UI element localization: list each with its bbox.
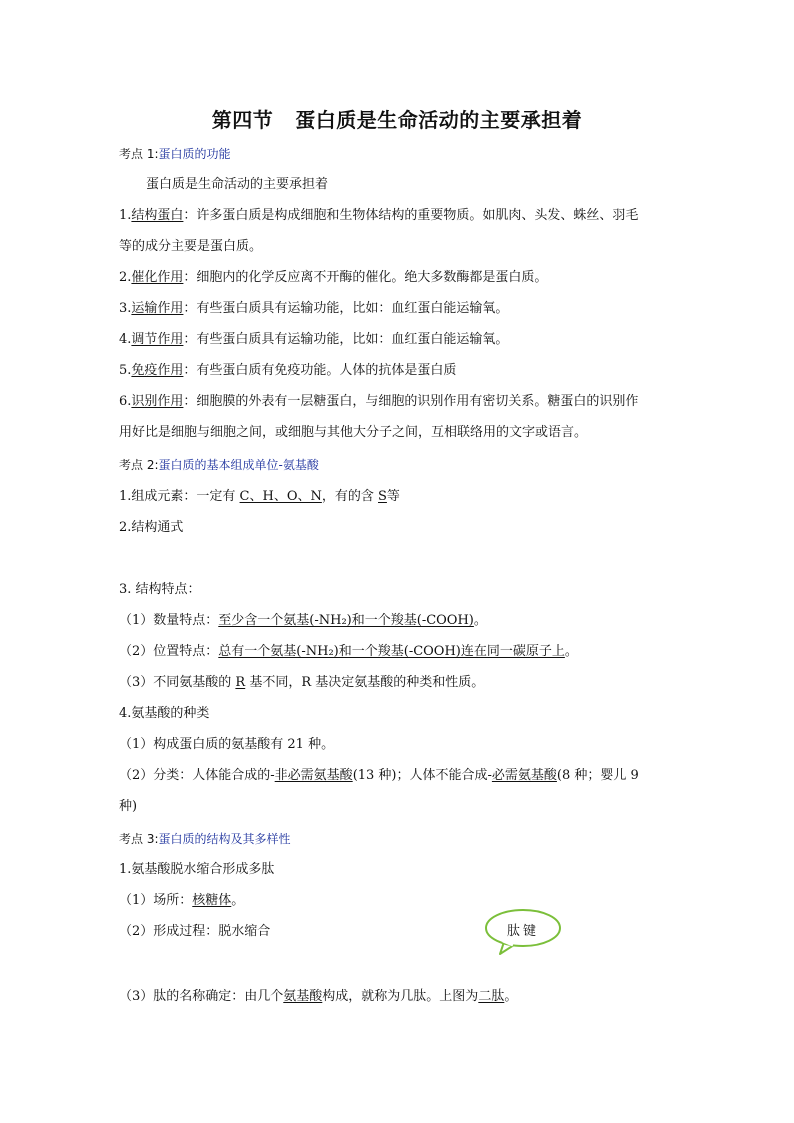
item-number: 6. — [119, 394, 132, 409]
item-number: 4. — [119, 332, 132, 347]
text-segment: 基不同，R 基决定氨基酸的种类和性质。 — [245, 675, 485, 690]
structure-features-heading: 3. 结构特点： — [119, 582, 201, 597]
text-segment: 。 — [231, 893, 245, 908]
peptide-naming — [119, 988, 517, 1006]
types-classification-cont: 种) — [119, 799, 138, 814]
text-segment: 1.组成元素：一定有 — [119, 489, 240, 504]
key-point-2 — [119, 456, 319, 474]
feature-r-group — [119, 674, 484, 692]
function-6-cont: 用好比是细胞与细胞之间，或细胞与其他大分子之间，互相联络用的文字或语言。 — [119, 425, 588, 440]
function-1-cont: 等的成分主要是蛋白质。 — [119, 239, 263, 254]
intro-line: 蛋白质是生命活动的主要承担着 — [146, 177, 329, 192]
function-term: 识别作用 — [131, 394, 184, 409]
dehydration-process: （2）形成过程：脱水缩合 — [119, 924, 271, 939]
function-4 — [119, 331, 508, 349]
underlined-text: 非必需氨基酸 — [274, 768, 353, 783]
text-segment: ，有的含 — [321, 489, 379, 504]
key-point-label: 考点 1: — [119, 147, 159, 161]
key-point-topic: 蛋白质的基本组成单位-氨基酸 — [158, 458, 319, 472]
function-term: 结构蛋白 — [131, 208, 184, 223]
key-point-label: 考点 2: — [119, 458, 159, 472]
item-number: 5. — [119, 363, 132, 378]
element-list: C、H、O、N — [239, 489, 322, 504]
text-segment: （3）肽的名称确定：由几个 — [119, 989, 284, 1004]
elements-line — [119, 488, 400, 506]
function-text: ：许多蛋白质是构成细胞和生物体结构的重要物质。如肌肉、头发、蛛丝、羽毛 — [183, 208, 639, 223]
function-1 — [119, 207, 638, 225]
section-number: 第四节 — [211, 108, 274, 132]
text-segment: （2）位置特点： — [119, 644, 219, 659]
function-2 — [119, 269, 547, 287]
key-point-3 — [119, 830, 291, 848]
feature-quantity — [119, 612, 487, 630]
underlined-text: 总有一个氨基(-NH₂)和一个羧基(-COOH)连在同一碳原子上 — [218, 644, 565, 659]
text-segment: （2）分类：人体能合成的- — [119, 768, 275, 783]
text-segment: 构成，就称为几肽。上图为 — [322, 989, 479, 1004]
key-point-topic: 蛋白质的功能 — [158, 147, 231, 161]
section-heading: 蛋白质是生命活动的主要承担着 — [295, 108, 583, 132]
underlined-text: 至少含一个氨基(-NH₂)和一个羧基(-COOH) — [218, 613, 474, 628]
function-text: ：细胞膜的外表有一层糖蛋白，与细胞的识别作用有密切关系。糖蛋白的识别作 — [183, 394, 639, 409]
section-title — [0, 104, 794, 133]
amino-acid-types-heading: 4.氨基酸的种类 — [119, 706, 210, 721]
text-segment: （1）场所： — [119, 893, 193, 908]
function-text: ：有些蛋白质具有运输功能，比如：血红蛋白能运输氧。 — [183, 301, 509, 316]
feature-position — [119, 643, 578, 661]
text-segment: （1）数量特点： — [119, 613, 219, 628]
underlined-text: 必需氨基酸 — [491, 768, 557, 783]
peptide-bond-callout — [484, 908, 562, 950]
function-term: 免疫作用 — [131, 363, 184, 378]
text-segment: 。 — [473, 613, 487, 628]
callout-text: 肽键 — [506, 924, 539, 939]
underlined-text: 氨基酸 — [283, 989, 323, 1004]
function-3 — [119, 300, 508, 318]
underlined-text: R — [235, 675, 246, 690]
text-segment: (13 种)；人体不能合成- — [352, 768, 492, 783]
text-segment: 等 — [386, 489, 400, 504]
function-term: 调节作用 — [131, 332, 184, 347]
element-s: S — [378, 489, 387, 504]
general-formula-heading: 2.结构通式 — [119, 520, 184, 535]
text-segment: 。 — [504, 989, 518, 1004]
key-point-label: 考点 3: — [119, 832, 159, 846]
text-segment: （3）不同氨基酸的 — [119, 675, 236, 690]
types-classification — [119, 767, 639, 785]
underlined-text: 核糖体 — [192, 893, 232, 908]
function-text: ：细胞内的化学反应离不开酶的催化。绝大多数酶都是蛋白质。 — [183, 270, 548, 285]
function-text: ：有些蛋白质具有运输功能，比如：血红蛋白能运输氧。 — [183, 332, 509, 347]
underlined-text: 二肽 — [478, 989, 505, 1004]
text-segment: 。 — [564, 644, 578, 659]
item-number: 1. — [119, 208, 132, 223]
key-point-1 — [119, 145, 231, 163]
function-term: 运输作用 — [131, 301, 184, 316]
key-point-topic: 蛋白质的结构及其多样性 — [158, 832, 291, 846]
text-segment: (8 种；婴儿 9 — [556, 768, 639, 783]
dehydration-heading: 1.氨基酸脱水缩合形成多肽 — [119, 862, 275, 877]
types-count: （1）构成蛋白质的氨基酸有 21 种。 — [119, 737, 335, 752]
function-text: ：有些蛋白质有免疫功能。人体的抗体是蛋白质 — [183, 363, 457, 378]
dehydration-site — [119, 892, 244, 910]
function-5 — [119, 362, 456, 380]
function-term: 催化作用 — [131, 270, 184, 285]
item-number: 3. — [119, 301, 132, 316]
function-6 — [119, 393, 638, 411]
item-number: 2. — [119, 270, 132, 285]
